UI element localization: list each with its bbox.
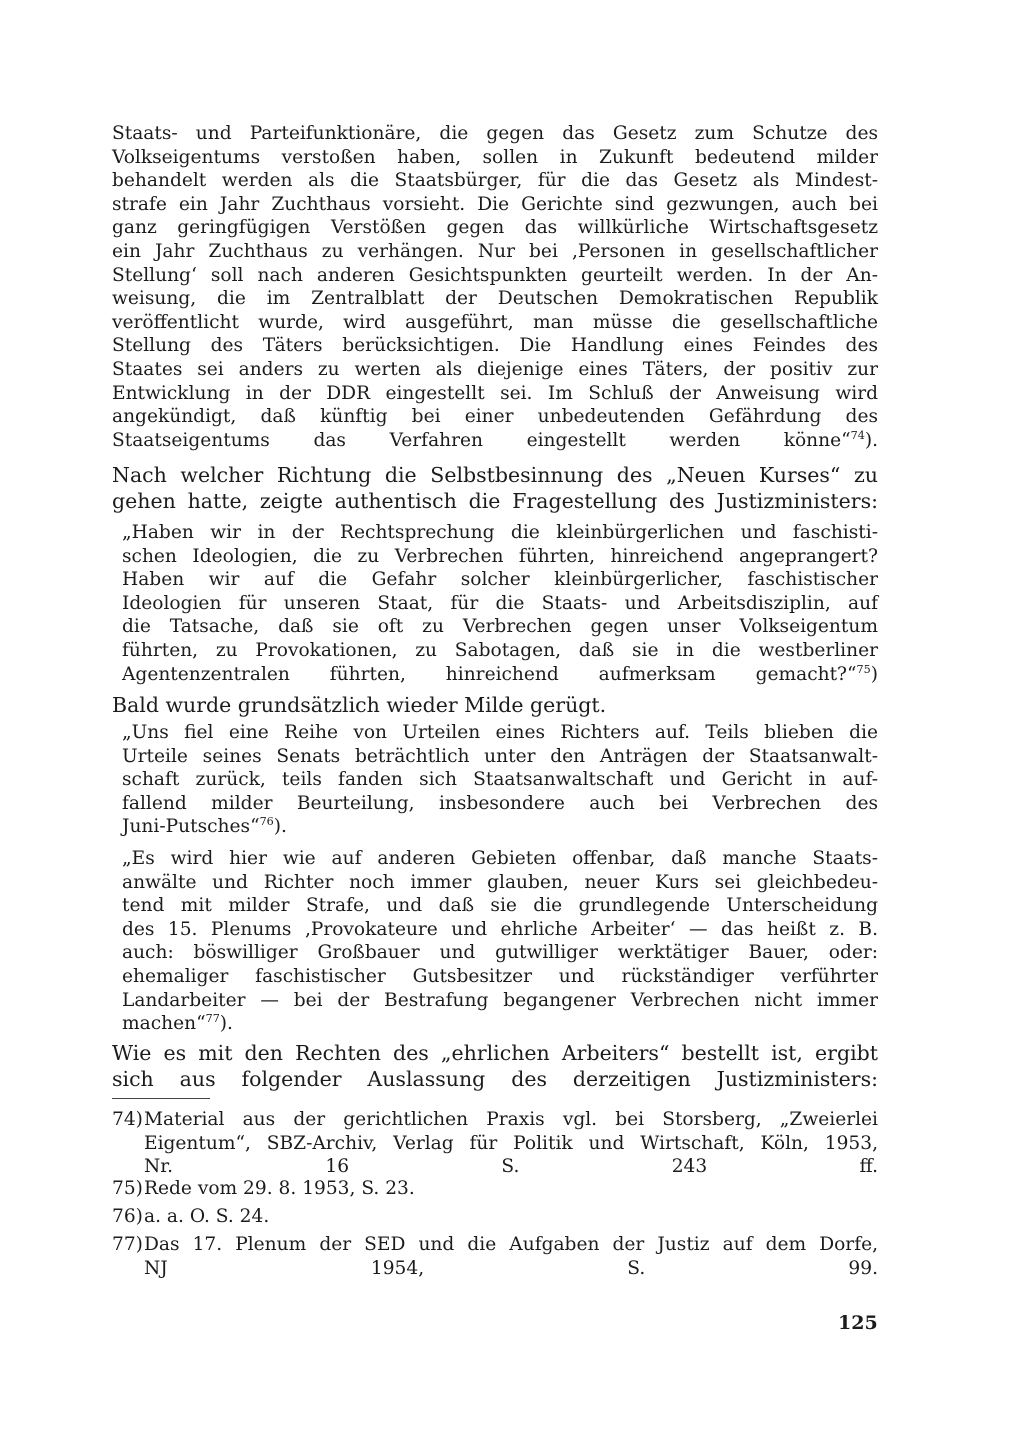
text-line: Rede vom 29. 8. 1953, S. 23. [144,1178,415,1199]
text-line: die Tatsache, daß sie oft zu Verbrechen gegen unser Volkseigentum [122,616,878,638]
footnote-74: 74) Material aus der gerichtlichen Praxis vgl. bei Storsberg, „Zweierlei Eigentum“, SBZ-Archiv, Verlag für Politik und Wirtschaft, Köln, 1953, Nr. 16 S. 243 ff. [112,1109,878,1178]
text-line: Eigentum“, SBZ-Archiv, Verlag für Politik und Wirtschaft, Köln, 1953, [144,1132,878,1154]
text-line: Agentenzentralen führten, hinreichend aufmerksam gemacht?“$^{75}$) [122,662,878,685]
text-line: schaft zurück, teils fanden sich Staatsanwaltschaft und Gericht in auf- [122,769,878,791]
paragraph-3 [112,692,878,718]
text-line: ein Jahr Zuchthaus zu verhängen. Nur bei ‚Personen in gesellschaftlicher [112,240,878,262]
quote-3 [112,847,878,1036]
text-line: Wie es mit den Rechten des „ehrlichen Arbeiters“ bestellt ist, ergibt [112,1041,878,1065]
text-line: ganz geringfügigen Verstößen gegen das willkürliche Wirtschaftsgesetz [112,217,878,239]
text-line: fallend milder Beurteilung, insbesondere auch bei Verbrechen des [122,792,878,814]
text-line: Volkseigentums verstoßen haben, sollen in Zukunft bedeutend milder [112,146,878,168]
text-line: Staats- und Parteifunktionäre, die gegen das Gesetz zum Schutze des [112,123,878,144]
footnote-ref: 76 [259,815,274,829]
paragraph-2 [112,462,878,514]
text-line: Staatseigentums das Verfahren eingestellt werden könne“$^{74}$). [112,428,878,451]
text-line: Material aus der gerichtlichen Praxis vgl. bei Storsberg, „Zweierlei [144,1109,878,1130]
footnote-ref: 74 [850,428,865,442]
text-line: „Es wird hier wie auf anderen Gebieten offenbar, daß manche Staats- [122,848,878,869]
text-line: tend mit milder Strafe, und daß sie die grundlegende Unterscheidung [122,895,878,917]
text-line: Nach welcher Richtung die Selbstbesinnung des „Neuen Kurses“ zu [112,463,878,487]
text-line: „Haben wir in der Rechtsprechung die kleinbürgerlichen und faschisti- [122,522,878,543]
page-number: 125 [838,1312,878,1334]
text-line: veröffentlicht wurde, wird ausgeführt, man müsse die gesellschaftliche [112,311,878,333]
text-line: anwälte und Richter noch immer glauben, neuer Kurs sei gleichbedeu- [122,871,878,893]
footnote-divider [112,1098,210,1099]
text-line: a. a. O. S. 24. [144,1206,270,1227]
text-line: Juni-Putsches“$^{76}$). [122,815,287,838]
text-line: weisung, die im Zentralblatt der Deutschen Demokratischen Republik [112,288,878,310]
text-line: Staates sei anders zu werten als diejenige eines Täters, der positiv zur [112,358,878,380]
text-line: Stellung‘ soll nach anderen Gesichtspunkten geurteilt werden. In der An- [112,264,878,286]
text-line: Stellung des Täters berücksichtigen. Die Handlung eines Feindes des [112,335,878,357]
text-line: Nr. 16 S. 243 ff. [144,1156,878,1178]
text-line: auch: böswilliger Großbauer und gutwilliger werktätiger Bauer, oder: [122,942,878,964]
text-line: machen“$^{77}$). [122,1011,233,1035]
footnote-ref: 77 [205,1011,220,1025]
text-line: Das 17. Plenum der SED und die Aufgaben der Justiz auf dem Dorfe, [144,1234,878,1255]
text-line: Entwicklung in der DDR eingestellt sei. Im Schluß der Anweisung wird [112,382,878,404]
footnote-77: 77) Das 17. Plenum der SED und die Aufgaben der Justiz auf dem Dorfe, NJ 1954, S. 99. [112,1234,878,1279]
text-line: Urteile seines Senats beträchtlich unter den Anträgen der Staatsanwalt- [122,745,878,767]
text-line: gehen hatte, zeigte authentisch die Fragestellung des Justizministers: [112,489,878,513]
text-line: führten, zu Provokationen, zu Sabotagen, daß sie in die westberliner [122,639,878,661]
quote-2 [112,721,878,839]
text-line: Bald wurde grundsätzlich wieder Milde gerügt. [112,693,607,717]
footnote-76: 76) a. a. O. S. 24. [112,1205,878,1229]
text-line: angekündigt, daß künftig bei einer unbedeutenden Gefährdung des [112,406,878,428]
text-line: ehemaliger faschistischer Gutsbesitzer und rückständiger verführter [122,965,878,987]
footnote-ref: 75 [856,662,871,676]
paragraph-4 [112,1040,878,1092]
text-line: Landarbeiter — bei der Bestrafung begangener Verbrechen nicht immer [122,989,878,1011]
footnote-75: 75) Rede vom 29. 8. 1953, S. 23. [112,1177,878,1201]
text-line: strafe ein Jahr Zuchthaus vorsieht. Die Gerichte sind gezwungen, auch bei [112,193,878,215]
text-line: behandelt werden als die Staatsbürger, für die das Gesetz als Mindest- [112,170,878,192]
text-line: Haben wir auf die Gefahr solcher kleinbürgerlicher, faschistischer [122,569,878,591]
quote-1 [112,521,878,686]
text-line: Ideologien für unseren Staat, für die Staats- und Arbeitsdisziplin, auf [122,592,878,614]
text-line: NJ 1954, S. 99. [144,1257,878,1279]
text-line: schen Ideologien, die zu Verbrechen führten, hinreichend angeprangert? [122,545,878,567]
paragraph-1 [112,122,878,452]
text-line: des 15. Plenums ‚Provokateure und ehrliche Arbeiter‘ — das heißt z. B. [122,918,878,940]
text-line: sich aus folgender Auslassung des derzeitigen Justizministers: [112,1067,878,1091]
text-line: „Uns fiel eine Reihe von Urteilen eines Richters auf. Teils blieben die [122,722,878,743]
